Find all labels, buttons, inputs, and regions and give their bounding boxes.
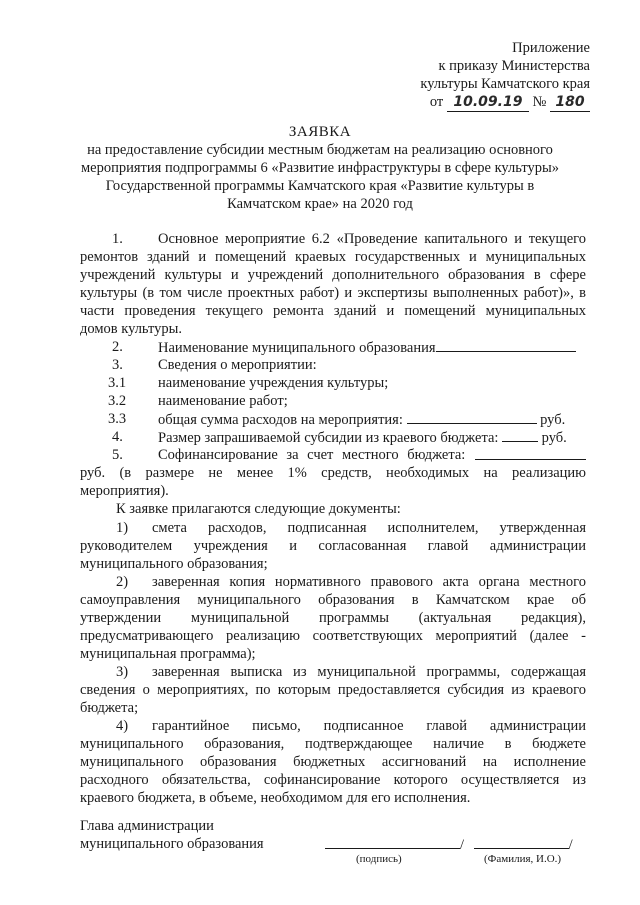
municipality-blank — [436, 339, 576, 352]
doc-4-line: муниципального образования бюджетных ассигнований на исполнение — [80, 754, 586, 770]
doc-3-line: бюджета; — [80, 700, 139, 716]
subtitle-line-3: Государственной программы Камчатского края «Развитие культуры в — [105, 178, 535, 194]
item-4-unit: руб. — [541, 430, 567, 446]
doc-4-number: 4) — [116, 718, 129, 734]
doc-3-line: сведения о мероприятиях, по которым предоставляется субсидия из краевого — [80, 682, 586, 698]
doc-1-line: муниципального образования; — [80, 556, 268, 572]
signature-lines: / / — [325, 836, 573, 854]
doc-2-line: утверждении муниципальной программы (актуальная редакция), — [80, 610, 586, 626]
signature-title-line-2: муниципального образования — [80, 836, 264, 852]
item-4-text: Размер запрашиваемой субсидии из краевого бюджета: — [158, 430, 499, 446]
signature-caption: (подпись) — [356, 853, 402, 865]
item-3-text: Сведения о мероприятии: — [158, 357, 317, 373]
header-date-row — [430, 94, 590, 112]
signature-title-line-1: Глава администрации — [80, 818, 214, 834]
doc-4-line: гарантийное письмо, подписанное главой администрации — [152, 718, 586, 734]
header-appendix: Приложение — [512, 40, 590, 56]
item-3-number: 3. — [112, 357, 123, 373]
subtitle-line-1: на предоставление субсидии местным бюджетам на реализацию основного — [87, 142, 553, 158]
document-title: ЗАЯВКА — [288, 124, 352, 140]
subtitle-line-2: мероприятия подпрограммы 6 «Развитие инфраструктуры в сфере культуры» — [81, 160, 559, 176]
doc-3-line: заверенная выписка из муниципальной программы, содержащая — [152, 664, 586, 680]
doc-1-line: руководителем учреждения и согласованная главой администрации — [80, 538, 586, 554]
doc-1-number: 1) — [116, 520, 129, 536]
item-5-continuation: руб. (в размере не менее 1% средств, необходимых на реализацию — [80, 465, 586, 481]
item-5-label — [158, 447, 586, 464]
item-4-number: 4. — [112, 429, 123, 445]
item-5-number: 5. — [112, 447, 123, 463]
item-2-label — [158, 339, 576, 357]
item-4-label — [158, 429, 567, 447]
item-3-3-text: общая сумма расходов на мероприятия: — [158, 412, 403, 428]
cofinancing-blank — [475, 447, 586, 460]
doc-2-line: предусматривающего реализацию соответствующих мероприятий (далее - — [80, 628, 586, 644]
item-1-line: части проведения текущего ремонта зданий и помещений муниципальных — [80, 303, 586, 319]
item-2-number: 2. — [112, 339, 123, 355]
doc-4-line: расходного обязательства, софинансирование которого осуществляется из — [80, 772, 586, 788]
doc-1-line: смета расходов, подписанная исполнителем, утвержденная — [152, 520, 586, 536]
subtitle-line-4: Камчатском крае» на 2020 год — [227, 196, 413, 212]
item-5-continuation: мероприятия). — [80, 483, 169, 499]
doc-2-line: заверенная копия нормативного правового акта органа местного — [152, 574, 586, 590]
item-3-3-label — [158, 411, 565, 429]
signature-blank — [325, 836, 460, 849]
item-5-text: Софинансирование за счет местного бюджета: — [158, 447, 466, 463]
name-blank — [474, 836, 569, 849]
total-cost-blank — [407, 411, 537, 424]
item-2-text: Наименование муниципального образования — [158, 340, 436, 356]
item-1-line: ремонтов зданий и помещений краевых государственных и муниципальных — [80, 249, 586, 265]
item-3-3-unit: руб. — [540, 412, 566, 428]
name-caption: (Фамилия, И.О.) — [484, 853, 562, 865]
number-field — [550, 94, 590, 112]
doc-2-line: самоуправления муниципального образования в Камчатском крае об — [80, 592, 586, 608]
doc-3-number: 3) — [116, 664, 129, 680]
item-3-1-number: 3.1 — [108, 375, 127, 391]
item-1-number: 1. — [112, 231, 123, 247]
item-1-line: учреждений культуры и учреждений дополнительного образования в сфере — [80, 267, 586, 283]
item-1-line: домов культуры. — [80, 321, 183, 337]
date-prefix: от — [429, 94, 444, 110]
item-3-2-text: наименование работ; — [158, 393, 288, 409]
doc-2-line: муниципальная программа); — [80, 646, 256, 662]
header-order: к приказу Министерства — [438, 58, 590, 74]
item-3-1-text: наименование учреждения культуры; — [158, 375, 389, 391]
doc-2-number: 2) — [116, 574, 129, 590]
item-1-line: культуры (в том числе проектных работ) и экспертизы выполненных работ)», в — [80, 285, 586, 301]
item-3-2-number: 3.2 — [108, 393, 127, 409]
handwritten-number: 180 — [555, 94, 585, 110]
header-ministry: культуры Камчатского края — [420, 76, 590, 92]
doc-4-line: краевого бюджета, в объеме, необходимом для его исполнения. — [80, 790, 471, 806]
item-1-line: Основное мероприятие 6.2 «Проведение капитального и текущего — [158, 231, 586, 247]
doc-4-line: муниципального образования, подтверждающее наличие в бюджете — [80, 736, 586, 752]
item-3-3-number: 3.3 — [108, 411, 127, 427]
date-field — [447, 94, 529, 112]
documents-intro: К заявке прилагаются следующие документы: — [116, 501, 401, 517]
subsidy-amount-blank — [502, 429, 538, 442]
number-prefix: № — [532, 94, 547, 110]
handwritten-date: 10.09.19 — [453, 94, 523, 110]
